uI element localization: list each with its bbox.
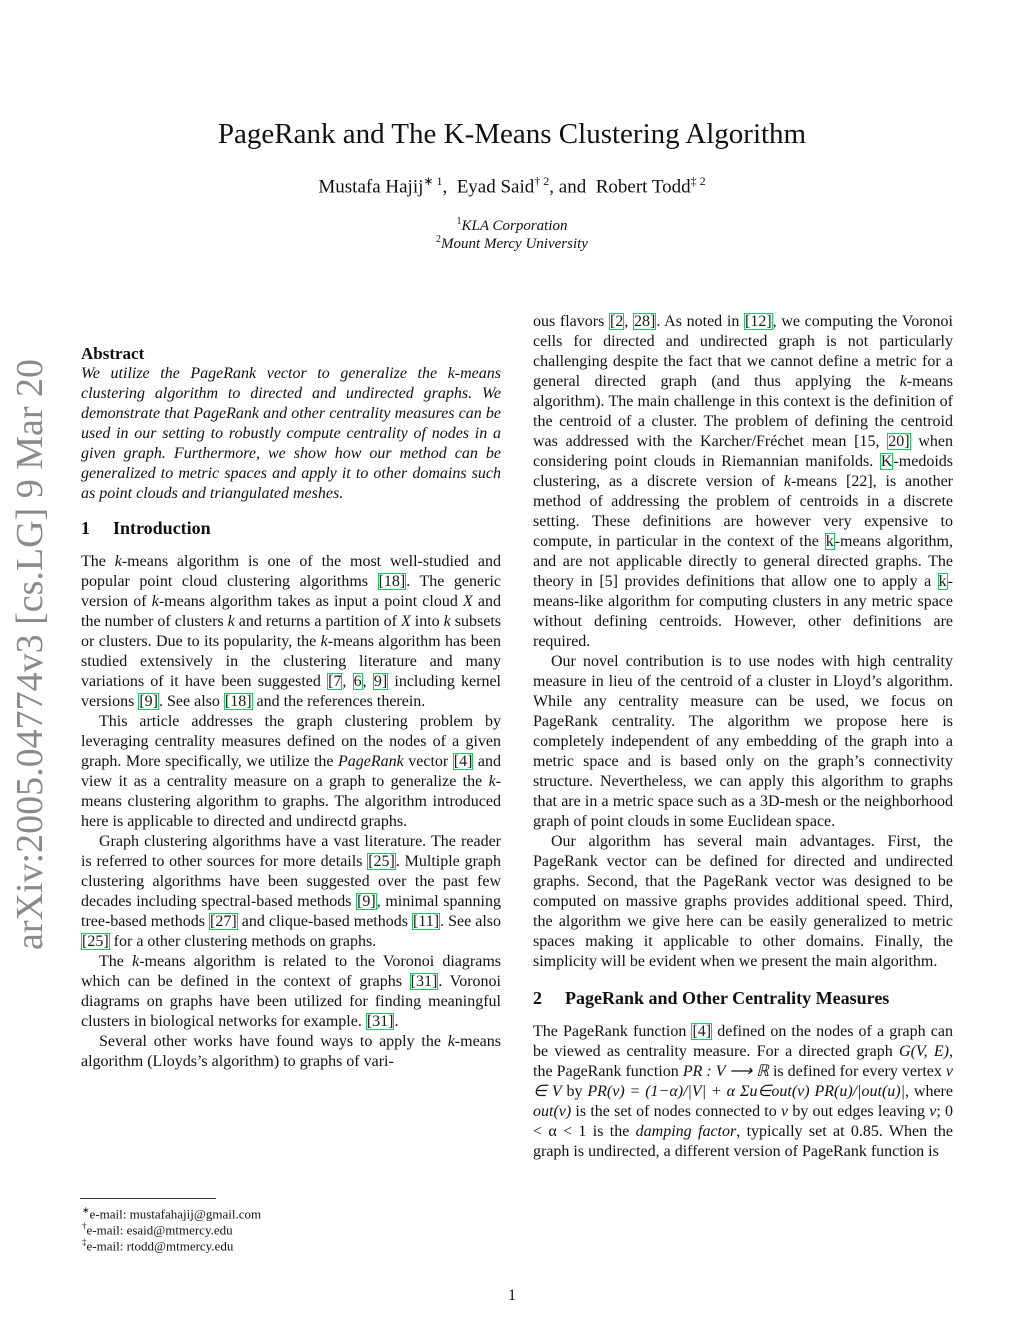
text-run: . As noted in	[656, 313, 744, 330]
footnote-3	[82, 1237, 233, 1254]
text-run: -means algorithm (Lloyds’s algorithm) to graphs of vari-	[81, 1033, 501, 1070]
math-symbol: k	[114, 553, 122, 570]
s2-text-f: , where	[905, 1083, 953, 1100]
s2-math-pr: PR : V ⟶ ℝ	[682, 1063, 769, 1080]
text-run: -medoids clustering, as a discrete version of	[533, 453, 953, 490]
s2-math-out: out(v)	[533, 1103, 572, 1120]
left-column	[81, 344, 501, 1072]
arxiv-stamp-svg	[10, 360, 50, 960]
citation-link[interactable]: [7	[328, 673, 342, 690]
math-symbol: k	[132, 953, 140, 970]
math-symbol: k	[488, 773, 496, 790]
affiliation-1	[0, 216, 1024, 235]
intro-paragraph-1	[81, 552, 501, 712]
page-number: 1	[508, 1287, 516, 1304]
text-run: -means-like algorithm for computing clusters in any metric space without defining centroids. However, other definitions are required.	[533, 573, 953, 650]
s2-math-v2: v	[780, 1103, 789, 1120]
text-run: -means algorithm, and are not applicable directly to general directed graphs. The theory in	[533, 533, 953, 590]
s2-math-graph: G(V, E)	[899, 1043, 949, 1060]
s2-damping-factor: damping factor	[635, 1123, 737, 1140]
s2-text-e: by	[561, 1083, 588, 1100]
s2-text-j: , typically set at 0.85. When the graph is undirected, a different version of PageRank function is	[533, 1123, 954, 1160]
citation-link[interactable]: 9]	[373, 673, 388, 690]
text-run: for a other clustering methods on graphs.	[109, 933, 377, 950]
text-run: , we computing the Voronoi cells for directed and undirected graph is not particularly challenging despite the fact that we cannot define a metric for a general directed graph (and thus applying the	[533, 313, 954, 390]
footnote-2-text: e-mail: esaid@mtmercy.edu	[86, 1222, 233, 1238]
text-run: provides definitions that allow one to apply a	[617, 573, 938, 590]
math-symbol: k	[320, 633, 328, 650]
arxiv-stamp	[10, 360, 50, 960]
text-run: including kernel versions	[81, 673, 502, 710]
text-run: ,	[342, 673, 353, 690]
text-run: The	[99, 953, 133, 970]
section-2-number: 2	[533, 988, 542, 1008]
math-symbol: k	[227, 613, 235, 630]
section-2-paragraph-1	[533, 1022, 953, 1162]
math-symbol: k	[783, 473, 791, 490]
right-paragraph-3: Our algorithm has several main advantages. First, the PageRank vector can be defined for directed and undirected graphs. Second, that the PageRank vector was designed to be computed on massive graphs provides additional speed. Third, the algorithm we give here can be easily generalized to metric spaces making it applicable to other domains. Finally, the simplicity will be evident when we present the main algorithm.	[533, 833, 953, 970]
author-1-mark: ∗ 1	[423, 174, 443, 188]
s2-text-i: ; 0 < α < 1 is the	[533, 1103, 954, 1140]
s2-text-b: defined on the nodes of a graph can be viewed as centrality measure. For a directed graph	[533, 1023, 953, 1060]
citation-link[interactable]: 20]	[888, 433, 910, 450]
math-symbol: k	[899, 373, 907, 390]
footnote-1	[82, 1205, 261, 1222]
emphasis-text: PageRank	[338, 753, 404, 770]
citation-link[interactable]: [18]	[224, 693, 252, 710]
text-run: and the references therein.	[252, 693, 426, 710]
math-symbol: k	[447, 1033, 455, 1050]
text-run: -means algorithm has been studied extensively in the clustering literature and many variations of it have been suggested	[81, 633, 501, 690]
footnote-3-mark: ‡	[82, 1237, 87, 1247]
author-3: Robert Todd	[595, 176, 691, 198]
abstract-heading: Abstract	[81, 344, 145, 363]
s2-text-h: by out edges leaving	[788, 1103, 930, 1120]
author-2: Eyad Said	[456, 176, 535, 198]
citation-link[interactable]: [27]	[210, 913, 237, 930]
text-run: , is another method of addressing the problem of centroids in a discrete setting. These definitions are however very expensive to compute, in particular in the context of the	[533, 473, 954, 550]
abstract-text: We utilize the PageRank vector to generalize the k-means clustering algorithm to directed and undirected graphs. We demonstrate that PageRank and other centrality measures can be used in our setting to robustly compute centrality of nodes in a given graph. Furthermore, we show how our method can be generalized to metric spaces and apply it to other domains such as point clouds and triangulated meshes.	[81, 365, 501, 502]
text-run: [22]	[846, 473, 873, 490]
author-1: Mustafa Hajij	[318, 176, 424, 198]
intro-paragraph-3	[81, 832, 501, 952]
text-run: -means algorithm is related to the Voronoi diagrams which can be defined in the context of graphs	[81, 953, 502, 990]
intro-paragraph-4	[81, 952, 501, 1032]
text-run: and the number of clusters	[81, 593, 502, 630]
text-run: -means	[790, 473, 846, 490]
citation-link[interactable]: 28]	[634, 313, 656, 330]
author-2-mark: † 2	[534, 174, 550, 188]
text-run: . See also	[158, 693, 224, 710]
affiliation-2	[0, 234, 1024, 253]
text-run: ,	[362, 673, 373, 690]
right-paragraph-2: Our novel contribution is to use nodes with high centrality measure in lieu of the centroid of a cluster in Lloyd’s algorithm. While any centrality measure can be used, we focus on PageRank centrality. The algorithm we propose here is completely independent of any embedding of the graph into a metric space and is based only on the graph’s connectivity structure. Nevertheless, we can apply this algorithm to graphs that are in a metric space such as a 3D-mesh or the neighborhood graph of point clouds in some Euclidean space.	[533, 653, 953, 830]
citation-link[interactable]: K	[880, 453, 893, 470]
math-symbol: X	[462, 593, 473, 610]
citation-link[interactable]: [18]	[378, 573, 406, 590]
text-run: -means clustering algorithm to graphs. The algorithm introduced here is applicable to directed and undirectd graphs.	[81, 773, 501, 830]
text-run: vector	[403, 753, 453, 770]
section-1-number: 1	[81, 518, 90, 538]
text-run: ,	[875, 433, 888, 450]
paper-title: PageRank and The K-Means Clustering Algorithm	[217, 118, 807, 150]
citation-link[interactable]: k	[825, 533, 834, 550]
text-run: into	[410, 613, 444, 630]
text-run: and view it as a centrality measure on a graph to generalize the	[81, 753, 501, 790]
section-1-title: Introduction	[113, 518, 211, 538]
intro-paragraph-5	[81, 1032, 501, 1072]
right-column	[533, 312, 953, 1162]
text-run: -means algorithm). The main challenge in this context is the definition of the centroid of a cluster. The problem of defining the centroid was addressed with the Karcher/Fréchet mean	[533, 373, 953, 450]
citation-link[interactable]: [11]	[413, 913, 440, 930]
citation-link[interactable]: 6	[353, 673, 362, 690]
authors-line: Mustafa Hajij$^{∗ 1}$, Eyad Said$^{\dagger 2}$, and Robert Todd$^{\ddagger 2}$	[318, 174, 706, 198]
affiliation-2-name: Mount Mercy University	[441, 236, 588, 252]
intro-paragraph-2	[81, 712, 501, 832]
citation-link[interactable]: [9]	[139, 693, 158, 710]
footnote-1-text: e-mail: mustafahajij@gmail.com	[89, 1206, 262, 1222]
s2-math-v3: v	[929, 1103, 937, 1120]
s2-text-g: is the set of nodes connected to	[571, 1103, 781, 1120]
author-3-mark: ‡ 2	[690, 174, 706, 188]
text-run: . The generic version of	[81, 573, 501, 610]
text-run: ous flavors	[533, 313, 610, 330]
text-run: The	[81, 553, 115, 570]
citation-link[interactable]: [4]	[453, 753, 473, 770]
citation-link[interactable]: [12]	[745, 313, 772, 330]
footnote-3-text: e-mail: rtodd@mtmercy.edu	[86, 1238, 234, 1254]
citation-link[interactable]: [9]	[357, 893, 376, 910]
affiliation-1-name: KLA Corporation	[461, 218, 568, 234]
citation-link[interactable]: [25]	[82, 933, 109, 950]
citation-link[interactable]: [25]	[368, 853, 395, 870]
text-run: [5]	[599, 573, 618, 590]
text-run: ,	[624, 313, 634, 330]
citation-link[interactable]: [2	[610, 313, 624, 330]
text-run: This article addresses the graph clustering problem by leveraging centrality measures defined on the nodes of a given graph. More specifically, we utilize the	[81, 713, 501, 770]
text-run: . Multiple graph clustering algorithms have been suggested over the past few decades including spectral-based methods	[81, 853, 501, 910]
citation-link[interactable]: [31]	[410, 973, 438, 990]
section-2-title: PageRank and Other Centrality Measures	[565, 988, 890, 1008]
text-run: and returns a partition of	[234, 613, 401, 630]
pagerank-formula: PR(v) = (1−α)/|V| + α Σu∈out(v) PR(u)/|out(u)|	[587, 1083, 906, 1100]
text-run: -means algorithm is one of the most well-studied and popular point cloud clustering algorithms	[81, 553, 502, 590]
footnote-1-mark: ∗	[82, 1205, 90, 1215]
section-1-heading	[81, 518, 501, 538]
s2-text-c: , the PageRank function	[533, 1043, 953, 1080]
math-symbol: X	[400, 613, 411, 630]
text-run: subsets or clusters. Due to its popularity, the	[81, 613, 502, 650]
affiliation-2-num: 2	[436, 234, 442, 245]
s2-text-d: is defined for every vertex	[768, 1063, 946, 1080]
text-run: . See also	[440, 913, 502, 930]
text-run: Graph clustering algorithms have a vast literature. The reader is referred to other sources for more details	[81, 833, 501, 870]
footnote-2	[82, 1221, 233, 1238]
s2-text-a: The PageRank function	[533, 1023, 692, 1040]
text-run: . Voronoi diagrams on graphs have been utilized for finding meaningful clusters in biological networks for example.	[81, 973, 501, 1030]
citation-link[interactable]: [31]	[366, 1013, 394, 1030]
text-run: when considering point clouds in Riemannian manifolds.	[533, 433, 954, 470]
text-run: Several other works have found ways to apply the	[99, 1033, 448, 1050]
citation-link[interactable]: [4]	[692, 1023, 712, 1040]
affiliation-1-num: 1	[456, 216, 462, 227]
text-run: [15	[854, 433, 876, 450]
math-symbol: k	[151, 593, 159, 610]
arxiv-stamp-text: arXiv:2005.04774v3 [cs.LG] 9 Mar 2021	[10, 360, 50, 950]
footnote-2-mark: †	[82, 1221, 87, 1231]
text-run: -means algorithm takes as input a point cloud	[158, 593, 463, 610]
section-2-heading	[533, 988, 953, 1008]
text-run: , minimal spanning tree-based methods	[81, 893, 501, 930]
right-paragraph-1	[533, 312, 953, 652]
text-run: .	[394, 1013, 399, 1030]
text-run: and clique-based methods	[237, 913, 412, 930]
math-symbol: k	[443, 613, 451, 630]
authors-and: , and	[549, 176, 587, 198]
footnote-rule	[80, 1198, 216, 1199]
citation-link[interactable]: k	[938, 573, 947, 590]
s2-math-v: v ∈ V	[533, 1063, 954, 1100]
